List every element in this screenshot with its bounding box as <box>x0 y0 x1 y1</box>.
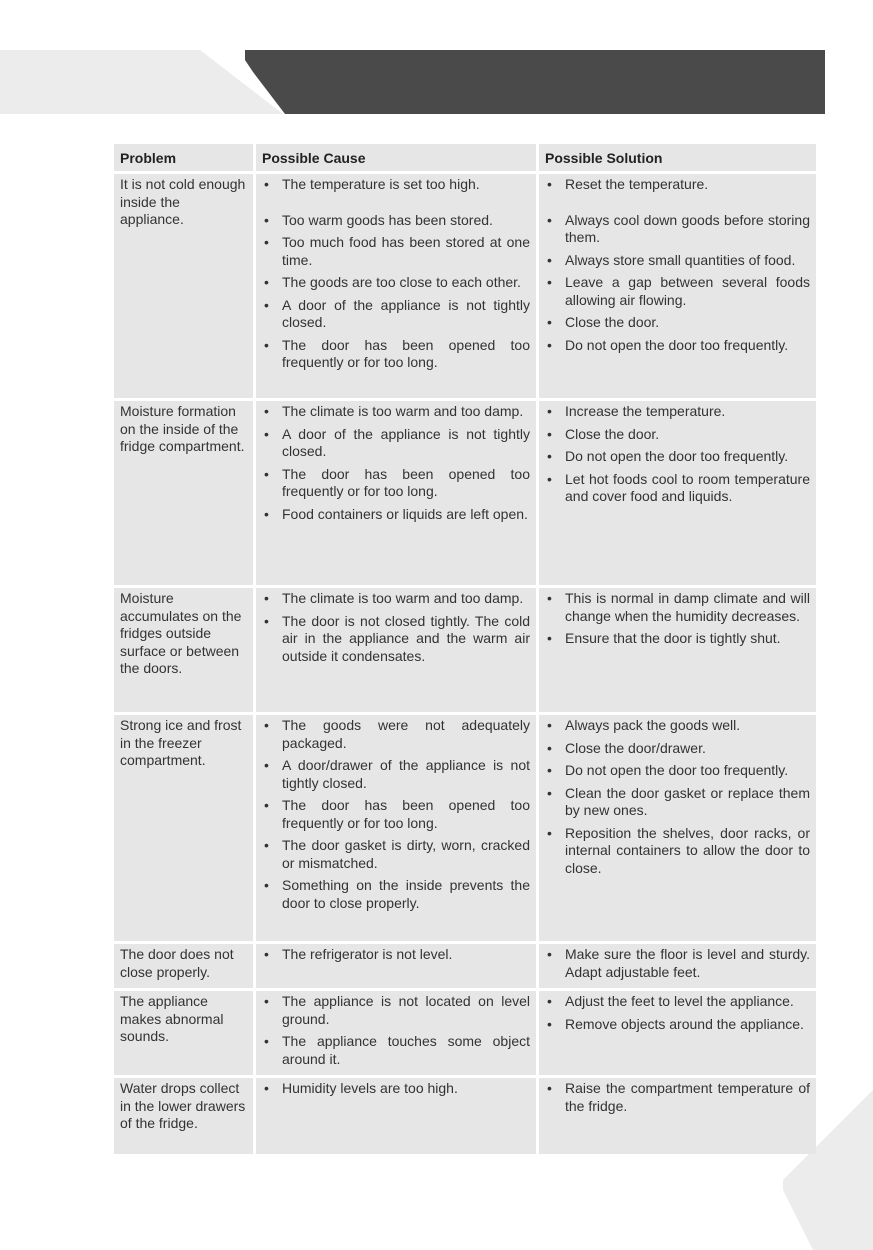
problem-cell: The door does not close properly. <box>114 944 253 988</box>
troubleshooting-table <box>111 141 819 1157</box>
cause-cell <box>256 401 536 585</box>
cause-list <box>262 993 530 1068</box>
cause-cell <box>256 588 536 712</box>
table-row <box>114 944 816 988</box>
problem-cell: Moisture formation on the inside of the fridge compartment. <box>114 401 253 585</box>
solution-cell <box>539 588 816 712</box>
solution-cell <box>539 944 816 988</box>
solution-item: • Close the door/drawer. <box>545 740 810 758</box>
solution-item: • This is normal in damp climate and will change when the humidity decreases. <box>545 590 810 625</box>
solution-item: • Close the door. <box>545 426 810 444</box>
cause-item: • The climate is too warm and too damp. <box>262 590 530 608</box>
cause-item: • The refrigerator is not level. <box>262 946 530 964</box>
solution-item: • Reset the temperature. <box>545 176 810 194</box>
cause-list <box>262 1080 530 1098</box>
cause-item: • Something on the inside prevents the door to close properly. <box>262 877 530 912</box>
solution-item: • Increase the temperature. <box>545 403 810 421</box>
solution-item: • Do not open the door too frequently. <box>545 337 810 355</box>
cause-list <box>262 590 530 665</box>
solution-item: • Always store small quantities of food. <box>545 252 810 270</box>
table-row <box>114 401 816 585</box>
cause-item: • The door has been opened too frequently or for too long. <box>262 797 530 832</box>
solution-cell <box>539 401 816 585</box>
cause-item: • The door gasket is dirty, worn, cracked or mismatched. <box>262 837 530 872</box>
cause-item: • Too much food has been stored at one time. <box>262 234 530 269</box>
cause-item: • Humidity levels are too high. <box>262 1080 530 1098</box>
table-header <box>114 144 816 171</box>
cause-list <box>262 403 530 523</box>
cause-item: • The goods were not adequately packaged. <box>262 717 530 752</box>
solution-list <box>545 717 810 877</box>
cause-cell <box>256 174 536 398</box>
cause-cell <box>256 715 536 941</box>
solution-list <box>545 993 810 1033</box>
solution-item: • Do not open the door too frequently. <box>545 762 810 780</box>
cause-cell <box>256 991 536 1075</box>
solution-item: • Close the door. <box>545 314 810 332</box>
cause-item: • A door/drawer of the appliance is not tightly closed. <box>262 757 530 792</box>
table-row <box>114 588 816 712</box>
cause-item: • The appliance touches some object around it. <box>262 1033 530 1068</box>
cause-item: • The goods are too close to each other. <box>262 274 530 292</box>
solution-item: • Clean the door gasket or replace them by new ones. <box>545 785 810 820</box>
cause-list <box>262 717 530 912</box>
solution-item: • Make sure the floor is level and sturdy. Adapt adjustable feet. <box>545 946 810 981</box>
table-row <box>114 715 816 941</box>
header-banner <box>245 50 825 114</box>
cause-cell <box>256 1078 536 1154</box>
solution-cell <box>539 1078 816 1154</box>
cause-item: • A door of the appliance is not tightly closed. <box>262 297 530 332</box>
cause-list <box>262 176 530 372</box>
problem-cell: Water drops collect in the lower drawers of the fridge. <box>114 1078 253 1154</box>
solution-item: • Do not open the door too frequently. <box>545 448 810 466</box>
solution-item: • Reposition the shelves, door racks, or internal containers to allow the door to close. <box>545 825 810 878</box>
table-row <box>114 1078 816 1154</box>
solution-item: • Remove objects around the appliance. <box>545 1016 810 1034</box>
solution-list <box>545 946 810 981</box>
column-header-cause: Possible Cause <box>256 144 536 171</box>
solution-item: • Always pack the goods well. <box>545 717 810 735</box>
cause-list <box>262 946 530 964</box>
table-row <box>114 174 816 398</box>
column-header-solution: Possible Solution <box>539 144 816 171</box>
cause-item: • Food containers or liquids are left open. <box>262 506 530 524</box>
solution-item: • Adjust the feet to level the appliance. <box>545 993 810 1011</box>
solution-cell <box>539 991 816 1075</box>
solution-cell <box>539 174 816 398</box>
cause-item: • The door has been opened too frequently or for too long. <box>262 466 530 501</box>
column-header-problem: Problem <box>114 144 253 171</box>
problem-cell: Moisture accumulates on the fridges outside surface or between the doors. <box>114 588 253 712</box>
table-row <box>114 991 816 1075</box>
cause-item: • The temperature is set too high. <box>262 176 530 194</box>
solution-item: • Always cool down goods before storing them. <box>545 212 810 247</box>
solution-list <box>545 1080 810 1115</box>
solution-item: • Raise the compartment temperature of the fridge. <box>545 1080 810 1115</box>
cause-item: • A door of the appliance is not tightly closed. <box>262 426 530 461</box>
table-body <box>114 174 816 1154</box>
solution-list <box>545 590 810 648</box>
cause-item: • Too warm goods has been stored. <box>262 212 530 230</box>
solution-list <box>545 403 810 506</box>
problem-cell: Strong ice and frost in the freezer compartment. <box>114 715 253 941</box>
cause-item: • The door has been opened too frequently or for too long. <box>262 337 530 372</box>
solution-item: • Ensure that the door is tightly shut. <box>545 630 810 648</box>
solution-list <box>545 176 810 354</box>
cause-item: • The door is not closed tightly. The cold air in the appliance and the warm air outside it condensates. <box>262 613 530 666</box>
solution-item: • Leave a gap between several foods allowing air flowing. <box>545 274 810 309</box>
cause-cell <box>256 944 536 988</box>
problem-cell: The appliance makes abnormal sounds. <box>114 991 253 1075</box>
cause-item: • The climate is too warm and too damp. <box>262 403 530 421</box>
problem-cell: It is not cold enough inside the appliance. <box>114 174 253 398</box>
solution-cell <box>539 715 816 941</box>
cause-item: • The appliance is not located on level ground. <box>262 993 530 1028</box>
solution-item: • Let hot foods cool to room temperature and cover food and liquids. <box>545 471 810 506</box>
